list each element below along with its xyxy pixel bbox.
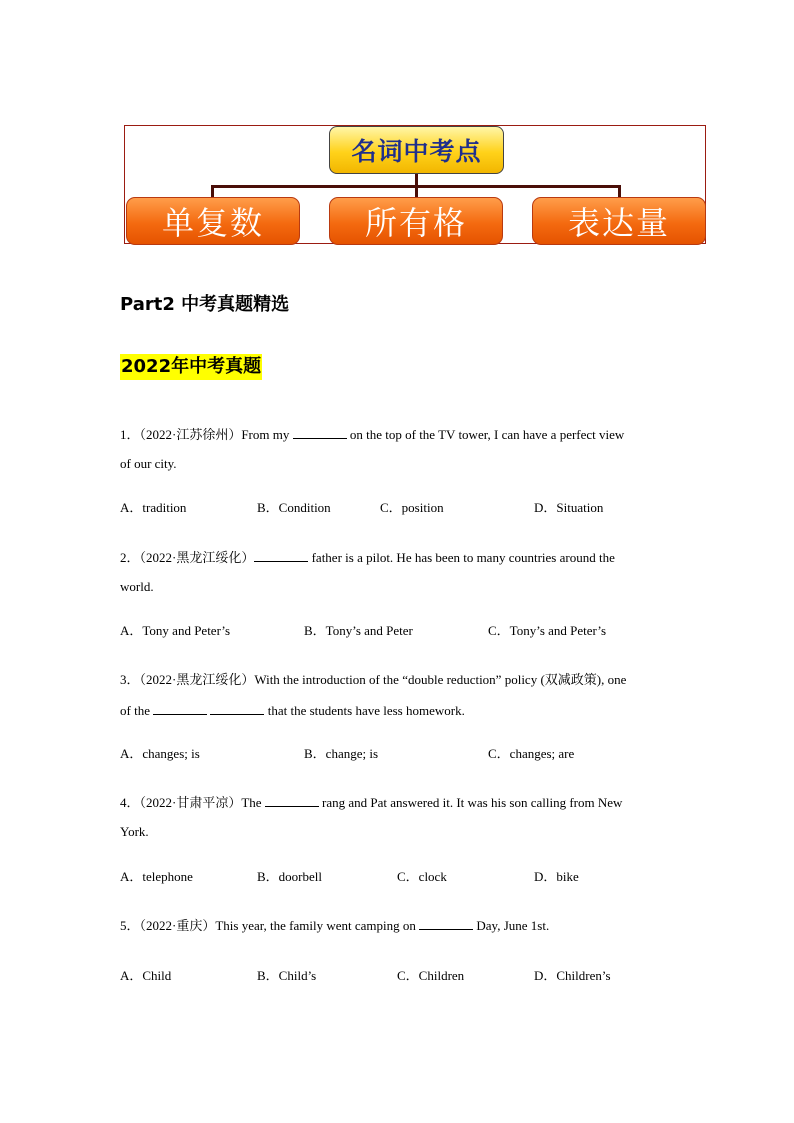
question-2-option-c: C．Tony’s and Peter’s: [488, 623, 607, 638]
answer-blank: [210, 702, 264, 715]
question-1-stem-post: on the top of the TV tower, I can have a perfect view: [349, 427, 625, 442]
answer-blank: [153, 702, 207, 715]
question-1-option-b: B．Condition: [257, 500, 331, 515]
question-5-option-a: A．Child: [120, 968, 172, 983]
question-4-option-d: D．bike: [534, 869, 579, 884]
node-plural: 单复数: [126, 197, 300, 245]
question-4-stem-pre: 4．（2022·甘肃平凉）The: [120, 795, 262, 810]
question-3-option-c: C．changes; are: [488, 746, 575, 761]
question-2-option-b: B．Tony’s and Peter: [304, 623, 413, 638]
question-3-line-2-pre: of the: [120, 703, 150, 718]
question-1-line-1: [120, 424, 624, 443]
question-5-line-1: [120, 915, 549, 934]
question-1-option-a: A．tradition: [120, 500, 187, 515]
section-heading: Part2 中考真题精选: [120, 294, 290, 315]
question-2-line-1: [120, 547, 615, 566]
answer-blank: [265, 794, 319, 807]
answer-blank: [419, 917, 473, 930]
question-2-line-2: world.: [120, 579, 154, 594]
question-4-option-b: B．doorbell: [257, 869, 322, 884]
answer-blank: [254, 549, 308, 562]
question-4-line-1: [120, 792, 622, 811]
question-5-option-b: B．Child’s: [257, 968, 317, 983]
question-1-option-d: D．Situation: [534, 500, 604, 515]
connector-middle: [415, 185, 418, 197]
question-1-option-c: C．position: [380, 500, 444, 515]
question-4-line-2: York.: [120, 824, 149, 839]
question-3-option-a: A．changes; is: [120, 746, 200, 761]
question-5-option-d: D．Children’s: [534, 968, 611, 983]
diagram-title: 名词中考点: [329, 126, 504, 174]
question-5-stem-post: Day, June 1st.: [476, 918, 550, 933]
question-1-line-2: of our city.: [120, 456, 177, 471]
question-5-stem-pre: 5．（2022·重庆）This year, the family went camping on: [120, 918, 416, 933]
question-1-stem-pre: 1．（2022·江苏徐州）From my: [120, 427, 290, 442]
knowledge-diagram: [124, 125, 706, 244]
node-possessive: 所有格: [329, 197, 503, 245]
question-2-option-a: A．Tony and Peter’s: [120, 623, 231, 638]
question-5-option-c: C．Children: [397, 968, 465, 983]
question-3-line-2-post: that the students have less homework.: [267, 703, 465, 718]
connector-right: [618, 185, 621, 197]
answer-blank: [293, 426, 347, 439]
question-2-stem-post: father is a pilot. He has been to many countries around the: [311, 550, 615, 565]
node-quantity: 表达量: [532, 197, 706, 245]
question-4-option-a: A．telephone: [120, 869, 193, 884]
question-3-option-b: B．change; is: [304, 746, 379, 761]
question-2-stem-pre: 2．（2022·黑龙江绥化）: [120, 550, 255, 565]
question-4-option-c: C．clock: [397, 869, 447, 884]
year-heading: 2022年中考真题: [120, 354, 262, 380]
question-3-line-1: 3．（2022·黑龙江绥化）With the introduction of the “double reduction” policy (双减政策), one: [120, 672, 627, 687]
connector-left: [211, 185, 214, 197]
question-3-line-2: [120, 702, 465, 719]
question-4-stem-post: rang and Pat answered it. It was his son calling from New: [322, 795, 623, 810]
